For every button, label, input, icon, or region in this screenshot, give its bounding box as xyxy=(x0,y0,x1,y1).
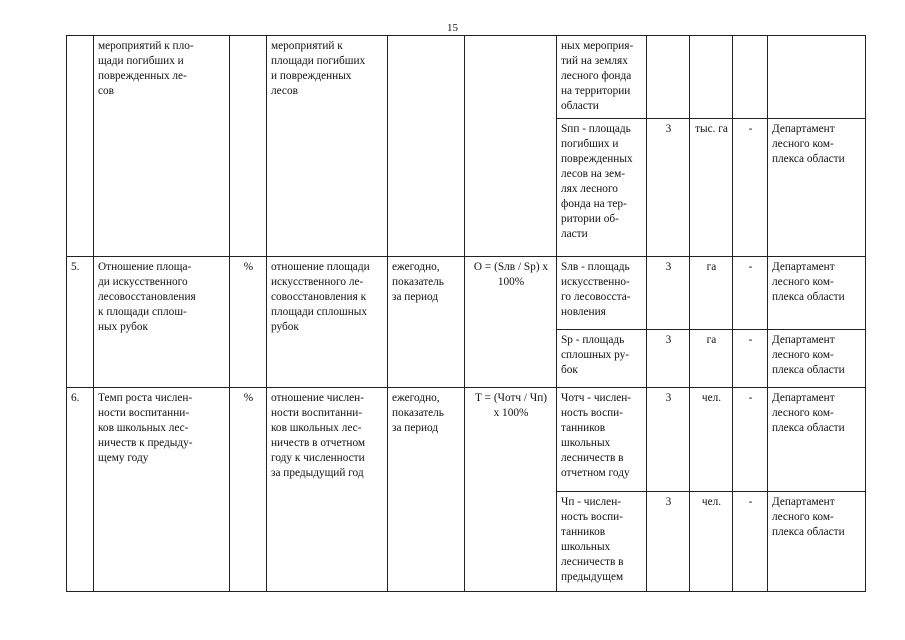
cell-variable: Чп - числен- ность воспи- танников школьных лесничеств в предыдущем xyxy=(557,492,647,592)
cell-responsible: Департамент лесного ком- плекса области xyxy=(768,257,866,330)
cell-var-unit: га xyxy=(690,257,733,330)
cell-formula: О = (Sлв / Sр) х 100% xyxy=(465,257,557,388)
cell-variable: Чотч - числен- ность воспи- танников школьных лесничеств в отчетном году xyxy=(557,388,647,492)
indicators-table xyxy=(66,35,866,592)
cell-responsible: Департамент лесного ком- плекса области xyxy=(768,330,866,388)
cell-definition: отношение числен- ности воспитанни- ков школьных лес- ничеств в отчетном году к численности за предыдущий год xyxy=(267,388,388,592)
cell-var-unit: чел. xyxy=(690,492,733,592)
cell-var-unit: чел. xyxy=(690,388,733,492)
cell-method: 3 xyxy=(647,330,690,388)
cell-var-unit: тыс. га xyxy=(690,119,733,257)
table-row xyxy=(67,257,866,330)
cell-indicator-name: мероприятий к пло- щади погибших и поврежденных ле- сов xyxy=(94,36,230,257)
cell-var-unit: га xyxy=(690,330,733,388)
cell-periodicity: ежегодно, показатель за период xyxy=(388,257,465,388)
cell-formula xyxy=(465,36,557,257)
cell-method: 3 xyxy=(647,492,690,592)
cell-number: 6. xyxy=(67,388,94,592)
table-row xyxy=(67,36,866,119)
cell-variable: ных мероприя- тий на землях лесного фонда на территории области xyxy=(557,36,647,119)
cell-responsible: Департамент лесного ком- плекса области xyxy=(768,119,866,257)
cell-indicator-name: Отношение площа- ди искусственного лесовосстановления к площади сплош- ных рубок xyxy=(94,257,230,388)
cell-number: 5. xyxy=(67,257,94,388)
cell-definition: отношение площади искусственного ле- совосстановления к площади сплошных рубок xyxy=(267,257,388,388)
cell-var-unit xyxy=(690,36,733,119)
cell-dash: - xyxy=(733,388,768,492)
cell-unit: % xyxy=(230,388,267,592)
page-number: 15 xyxy=(447,22,458,34)
cell-formula: Т = (Чотч / Чп) х 100% xyxy=(465,388,557,592)
cell-responsible xyxy=(768,36,866,119)
cell-method: 3 xyxy=(647,388,690,492)
cell-variable: Sлв - площадь искусственно- го лесовосста- новления xyxy=(557,257,647,330)
cell-dash: - xyxy=(733,492,768,592)
cell-variable: Sр - площадь сплошных ру- бок xyxy=(557,330,647,388)
table-row xyxy=(67,388,866,492)
cell-method: 3 xyxy=(647,257,690,330)
cell-dash xyxy=(733,36,768,119)
cell-dash: - xyxy=(733,119,768,257)
cell-dash: - xyxy=(733,257,768,330)
cell-responsible: Департамент лесного ком- плекса области xyxy=(768,492,866,592)
cell-unit xyxy=(230,36,267,257)
cell-method: 3 xyxy=(647,119,690,257)
cell-responsible: Департамент лесного ком- плекса области xyxy=(768,388,866,492)
cell-periodicity xyxy=(388,36,465,257)
cell-number xyxy=(67,36,94,257)
cell-indicator-name: Темп роста числен- ности воспитанни- ков школьных лес- ничеств к предыду- щему году xyxy=(94,388,230,592)
cell-periodicity: ежегодно, показатель за период xyxy=(388,388,465,592)
cell-definition: мероприятий к площади погибших и поврежденных лесов xyxy=(267,36,388,257)
cell-variable: Sпп - площадь погибших и поврежденных лесов на зем- лях лесного фонда на тер- ритории об- ласти xyxy=(557,119,647,257)
cell-unit: % xyxy=(230,257,267,388)
cell-dash: - xyxy=(733,330,768,388)
cell-method xyxy=(647,36,690,119)
